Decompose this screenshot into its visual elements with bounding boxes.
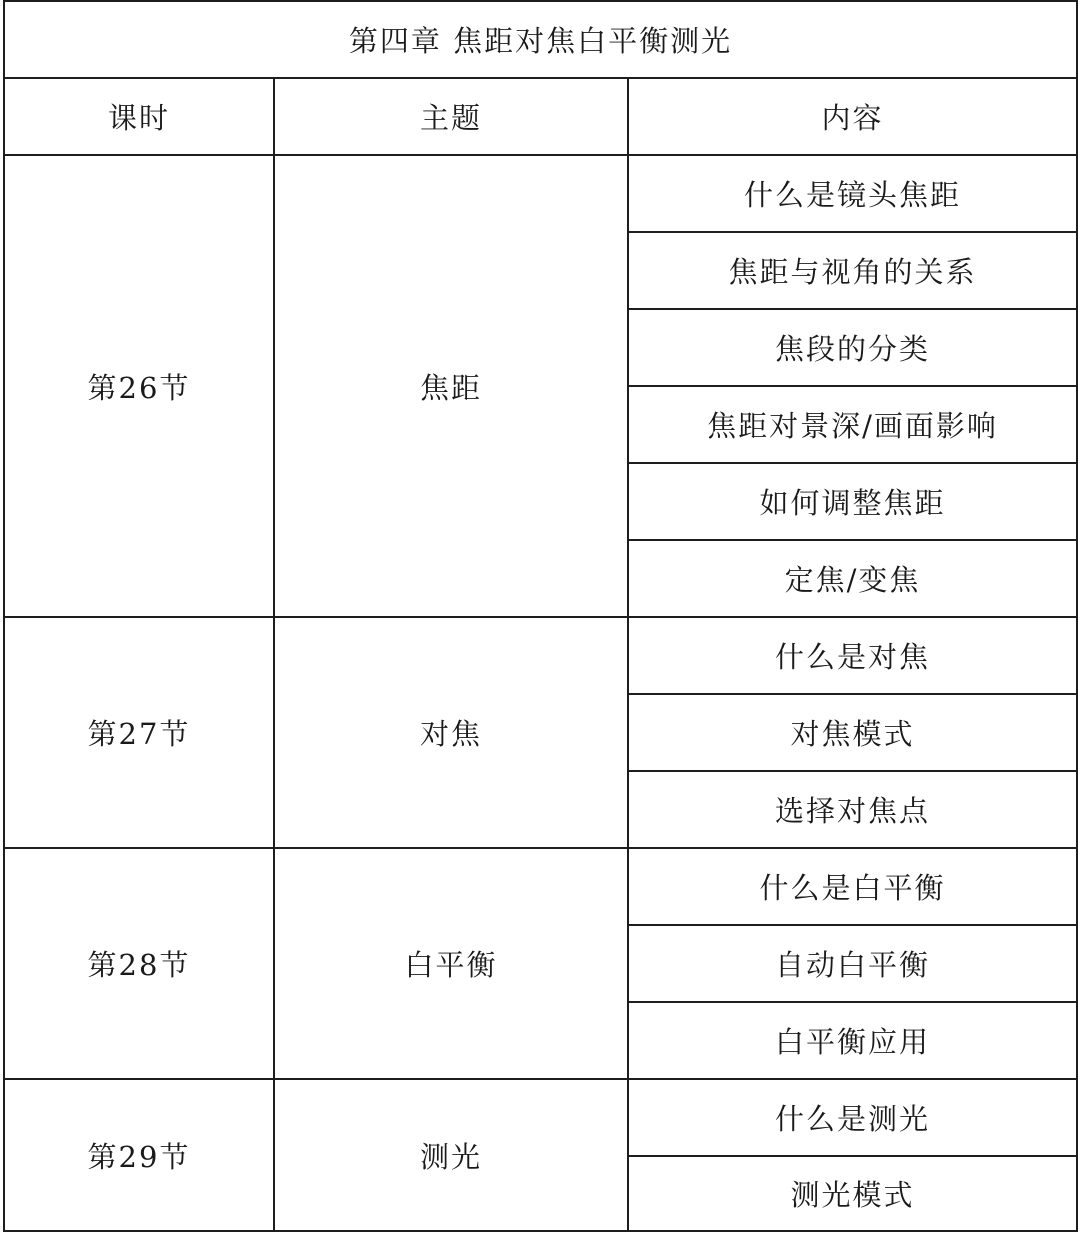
lesson-cell: 第29节 <box>4 1079 274 1231</box>
content-cell: 什么是对焦 <box>628 617 1077 694</box>
content-cell: 如何调整焦距 <box>628 463 1077 540</box>
content-cell: 什么是测光 <box>628 1079 1077 1156</box>
topic-cell: 对焦 <box>274 617 628 848</box>
topic-cell: 焦距 <box>274 155 628 617</box>
lesson-header: 课时 <box>4 78 274 155</box>
content-cell: 对焦模式 <box>628 694 1077 771</box>
content-cell: 测光模式 <box>628 1156 1077 1231</box>
topic-cell: 白平衡 <box>274 848 628 1079</box>
course-outline-table <box>3 0 1078 1232</box>
header-row <box>4 78 1077 155</box>
content-cell: 什么是白平衡 <box>628 848 1077 925</box>
title-row <box>4 1 1077 78</box>
content-header: 内容 <box>628 78 1077 155</box>
lesson-cell: 第28节 <box>4 848 274 1079</box>
table-row <box>4 848 1077 925</box>
content-cell: 白平衡应用 <box>628 1002 1077 1079</box>
table-row <box>4 155 1077 232</box>
table-row <box>4 617 1077 694</box>
content-cell: 什么是镜头焦距 <box>628 155 1077 232</box>
content-cell: 定焦/变焦 <box>628 540 1077 617</box>
table-row <box>4 1079 1077 1156</box>
topic-cell: 测光 <box>274 1079 628 1231</box>
content-cell: 焦距与视角的关系 <box>628 232 1077 309</box>
chapter-title: 第四章 焦距对焦白平衡测光 <box>4 1 1077 78</box>
lesson-cell: 第26节 <box>4 155 274 617</box>
content-cell: 焦段的分类 <box>628 309 1077 386</box>
content-cell: 焦距对景深/画面影响 <box>628 386 1077 463</box>
content-cell: 选择对焦点 <box>628 771 1077 848</box>
lesson-cell: 第27节 <box>4 617 274 848</box>
topic-header: 主题 <box>274 78 628 155</box>
content-cell: 自动白平衡 <box>628 925 1077 1002</box>
